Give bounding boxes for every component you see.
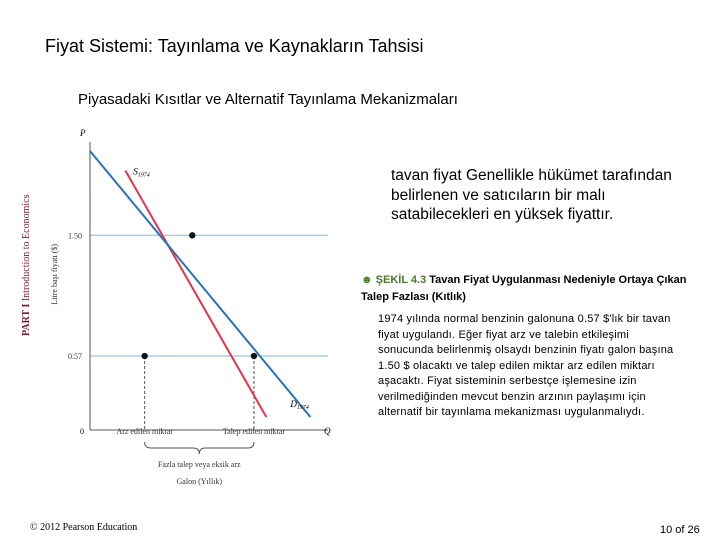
y-tick-label-1: 0.57 — [68, 352, 82, 362]
definition-box — [391, 166, 691, 225]
y-axis-label: Litre başı fiyatı ($) — [50, 243, 59, 305]
demand-label-letter: D — [290, 399, 297, 410]
x-tick-label-1: Talep edilen miktar — [222, 427, 286, 436]
slide-subtitle: Piyasadaki Kısıtlar ve Alternatif Tayınlama Mekanizmaları — [78, 91, 458, 108]
figure-description: 1974 yılında normal benzinin galonuna 0.57 $'lık bir tavan fiyat uygulandı. Eğer fiyat arz ve talebin etkileşimi sonucunda belirlenmiş olsaydı benzinin fiyatı galon başına 1.50 $ olacaktı ve talep edilen miktar arz edilen miktarı aşacaktı. Fiyat sisteminin serbestçe işlemesine izin verilmediğinden mevcut benzin arzının paylaşımı için alternatif bir tayınlama mekanizması uygulanmalıydı. — [378, 313, 674, 418]
definition-text: Genellikle hükümet tarafından belirlenen ve satıcıların bir malı satabilecekleri en yüksek fiyattır. — [391, 167, 672, 223]
figure-bullet-icon: ☻ — [361, 274, 373, 286]
supply-label — [133, 166, 150, 178]
supply-demand-chart — [40, 120, 360, 490]
series-line-d1974 — [90, 151, 310, 417]
page-number: 10 of 26 — [660, 524, 700, 536]
side-label-prefix: PART I — [21, 303, 32, 336]
data-point-2 — [251, 353, 257, 359]
figure-caption — [361, 272, 701, 306]
figure-number: ŞEKİL 4.3 — [375, 274, 427, 286]
x-axis-label: Galon (Yıllık) — [176, 477, 223, 486]
side-label-text: Introduction to Economics — [21, 194, 32, 302]
supply-label-year: 1974 — [137, 172, 150, 179]
brace-label: Fazla talep veya eksik arz — [157, 460, 241, 469]
definition-term: tavan fiyat — [391, 167, 462, 184]
copyright-footer: © 2012 Pearson Education — [30, 522, 138, 533]
shortage-brace — [145, 442, 254, 454]
series-line-s1974 — [125, 170, 266, 417]
x-tick-label-0: Arz edilen miktar — [116, 427, 173, 436]
x-axis-letter: Q — [324, 426, 331, 436]
side-label — [21, 136, 32, 336]
demand-label-year: 1974 — [296, 405, 309, 412]
slide-title: Fiyat Sistemi: Tayınlama ve Kaynakların Tahsisi — [45, 36, 424, 56]
figure-title: Tavan Fiyat Uygulanması Nedeniyle Ortaya Çıkan Talep Fazlası (Kıtlık) — [361, 274, 687, 303]
supply-label-letter: S — [133, 166, 138, 177]
demand-label — [289, 399, 309, 411]
data-point-1 — [141, 353, 147, 359]
y-tick-label-0: 1.50 — [68, 231, 82, 241]
y-axis-letter: P — [80, 128, 86, 138]
origin-label: 0 — [80, 427, 84, 436]
data-point-0 — [189, 232, 195, 238]
